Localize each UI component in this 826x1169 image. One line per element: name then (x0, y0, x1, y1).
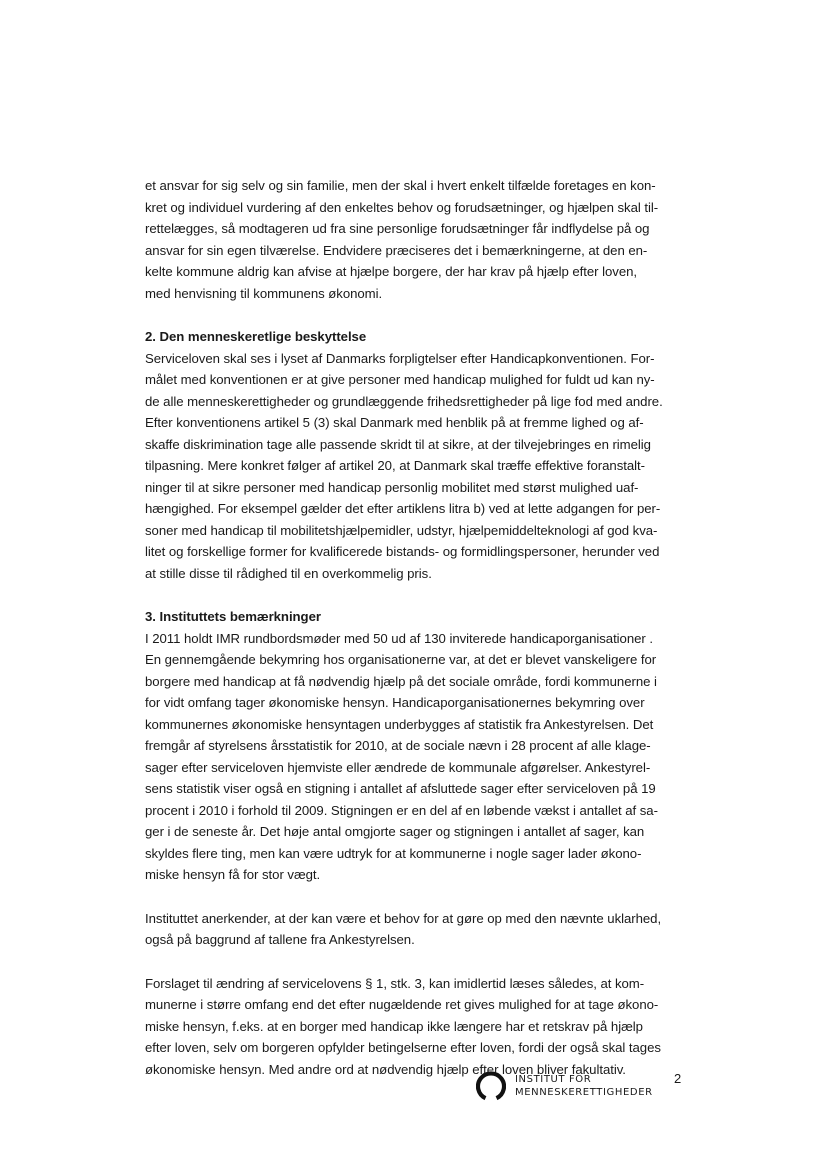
paragraph-proposal (145, 973, 690, 1081)
circle-ring-logo-icon (476, 1071, 506, 1101)
text-line: Serviceloven skal ses i lyset af Danmarks forpligtelser efter Handicapkonventionen. For- (145, 350, 655, 366)
text-line: I 2011 holdt IMR rundbordsmøder med 50 ud af 130 inviterede handicaporganisationer . (145, 630, 653, 646)
paragraph-intro (145, 175, 690, 304)
text-line: ansvar for sin egen tilværelse. Endvidere præciseres det i bemærkningerne, at den en- (145, 242, 648, 258)
text-line: Instituttet anerkender, at der kan være et behov for at gøre op med den nævnte uklarhed, (145, 910, 662, 926)
text-line: hængighed. For eksempel gælder det efter artiklens litra b) ved at lette adgangen for per- (145, 501, 661, 516)
text-line: borgere med handicap at få nødvendig hjælp på det sociale område, fordi kommunerne i (145, 673, 657, 689)
text-line: for vidt omfang tager økonomiske hensyn. Handicaporganisationernes bekymring over (145, 695, 645, 710)
text-line: at stille disse til rådighed til en overkommelig pris. (145, 565, 432, 581)
paragraph-institute-acknowledges (145, 908, 690, 951)
text-line: En gennemgående bekymring hos organisationerne var, at det er blevet vanskeligere for (145, 652, 657, 667)
document-body (145, 175, 690, 1102)
section-human-rights-protection (145, 326, 690, 584)
text-line: de alle menneskerettigheder og grundlæggende frihedsrettigheder på lige fod med andre. (145, 393, 663, 409)
text-line: litet og forskellige former for kvalificerede bistands- og formidlingspersoner, herunder ved (145, 544, 660, 559)
logo-line-2: MENNESKERETTIGHEDER (515, 1087, 653, 1098)
section-heading: 3. Instituttets bemærkninger (145, 609, 321, 624)
text-line: med henvisning til kommunens økonomi. (145, 285, 383, 301)
text-line: skaffe diskrimination tage alle passende skridt til at sikre, at der tilvejebringes en rimelig (145, 436, 651, 452)
text-line: ninger til at sikre personer med handicap personlig mobilitet med størst mulighed uaf- (145, 479, 639, 495)
text-line: ger i de seneste år. Det høje antal omgjorte sager og stigningen i antallet af sager, kan (145, 824, 645, 839)
section-heading: 2. Den menneskeretlige beskyttelse (145, 329, 367, 344)
institute-logo (476, 1071, 653, 1101)
text-line: et ansvar for sig selv og sin familie, men der skal i hvert enkelt tilfælde foretages en kon- (145, 178, 656, 193)
text-line: også på baggrund af tallene fra Ankestyrelsen. (145, 932, 415, 947)
section-institute-remarks (145, 606, 690, 886)
text-line: kret og individuel vurdering af den enkeltes behov og forudsætninger, og hjælpen skal til- (145, 199, 659, 215)
text-line: efter loven, selv om borgeren opfylder betingelserne efter loven, fordi der også skal tages (145, 1040, 661, 1055)
text-line: rettelægges, så modtageren ud fra sine personlige forudsætninger får indflydelse på og (145, 221, 650, 236)
text-line: skyldes flere ting, men kan være udtryk for at kommunerne i nogle sager lader økono- (145, 845, 642, 861)
logo-wordmark (515, 1073, 653, 1099)
text-line: målet med konventionen er at give personer med handicap mulighed for fuldt ud kan ny- (145, 372, 655, 387)
text-line: procent i 2010 i forhold til 2009. Stigningen er en del af en løbende vækst i antallet af sa- (145, 802, 658, 818)
text-line: Forslaget til ændring af servicelovens § 1, stk. 3, kan imidlertid læses således, at kom- (145, 975, 645, 991)
text-line: miske hensyn, f.eks. at en borger med handicap ikke længere har et retskrav på hjælp (145, 1018, 643, 1034)
text-line: munerne i større omfang end det efter nugældende ret gives mulighed for at tage økono- (145, 997, 659, 1012)
text-line: Efter konventionens artikel 5 (3) skal Danmark med henblik på at fremme lighed og af- (145, 415, 644, 430)
page-number: 2 (674, 1071, 682, 1086)
text-line: tilpasning. Mere konkret følger af artikel 20, at Danmark skal træffe effektive foranstalt- (145, 458, 645, 473)
text-line: soner med handicap til mobilitetshjælpemidler, udstyr, hjælpemiddelteknologi af god kva- (145, 522, 658, 538)
text-line: økonomiske hensyn. Med andre ord at nødvendig hjælp efter loven bliver fakultativ. (145, 1061, 626, 1077)
logo-line-1: INSTITUT FOR (515, 1074, 592, 1085)
text-line: kommunernes økonomiske hensyntagen underbygges af statistik fra Ankestyrelsen. Det (145, 716, 654, 732)
text-line: sager efter serviceloven hjemviste eller ændrede de kommunale afgørelser. Ankestyrel- (145, 759, 651, 775)
text-line: kelte kommune aldrig kan afvise at hjælpe borgere, der har krav på hjælp efter loven, (145, 264, 638, 279)
text-line: sens statistik viser også en stigning i antallet af afsluttede sager efter serviceloven på 19 (145, 781, 656, 796)
text-line: miske hensyn få for stor vægt. (145, 867, 321, 882)
text-line: fremgår af styrelsens årsstatistik for 2010, at de sociale nævn i 28 procent af alle klage- (145, 738, 651, 753)
